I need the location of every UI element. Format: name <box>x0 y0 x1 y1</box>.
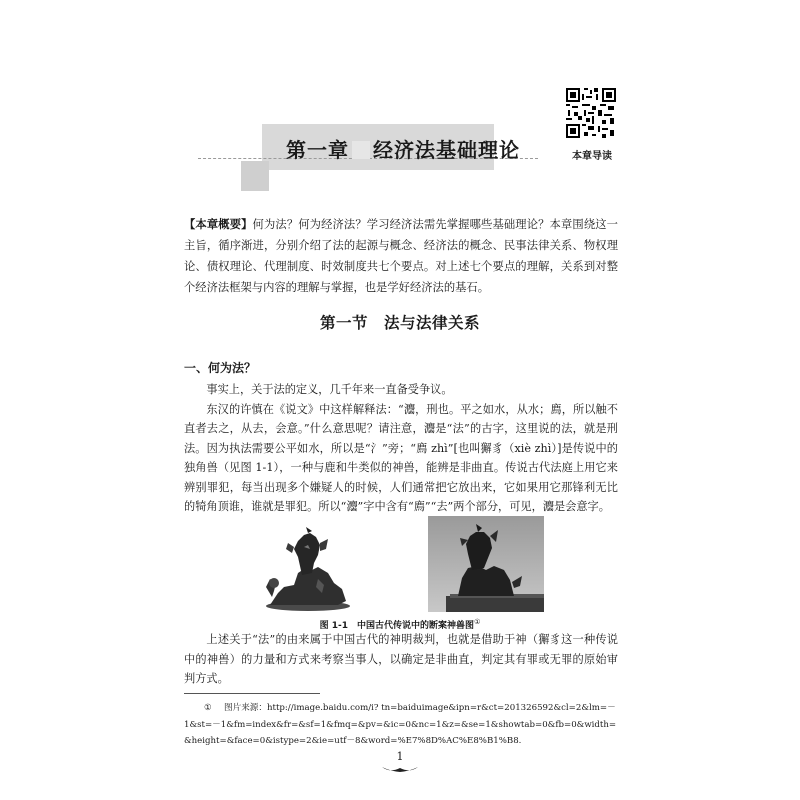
footnote-rule <box>184 693 320 694</box>
qr-code-label: 本章导读 <box>572 151 612 162</box>
summary-tag: 【本章概要】 <box>184 217 253 231</box>
paragraph: 事实上，关于法的定义，几千年来一直备受争议。 <box>206 383 453 396</box>
figure-caption-text: 图 1-1 中国古代传说中的断案神兽图 <box>319 621 475 631</box>
chapter-title-separator <box>352 141 370 159</box>
stone-xiezhi-statue-image <box>428 516 544 612</box>
chapter-title <box>286 134 520 163</box>
footnote-text: 图片来源：http://image.baidu.com/i? tn=baiduimage&ipn=r&ct=201326592&cl=2&lm=－1&st=－1&fm=index&fr=&sf=1&fmq=&pv=&ic=0&nc=1&z=&se=1&showtab=0&fb=0&width=&height=&face=0&istype=2&ie=utf－8&word=%E7%8D%AC%E8%B1%B8. <box>184 703 617 746</box>
body-text-after-figure <box>184 630 618 689</box>
chapter-summary <box>184 214 618 298</box>
paragraph: 上述关于“法”的由来属于中国古代的神明裁判，也就是借助于神（獬豸这一种传说中的神兽）的力量和方式来考察当事人，以确定是非曲直，判定其有罪或无罪的原始审判方式。 <box>184 633 618 685</box>
chapter-name: 经济法基础理论 <box>373 138 520 162</box>
paragraph: 东汉的许慎在《说文》中这样解释法：“灋，刑也。平之如水，从水；廌，所以触不直者去之，从去，会意。”什么意思呢？请注意，灋是“法”的古字，这里说的法，就是刑法。因为执法需要公平如水，所以是“氵”旁；“廌 zhì”[也叫獬豸（xiè zhì）]是传说中的独角兽（见图 1-1），一种与鹿和牛类似的神兽，能辨是非曲直。传说古代法庭上用它来辨别罪犯，每当出现多个嫌疑人的时候，人们通常把它放出来，它如果用它那锋利无比的犄角顶谁，谁就是罪犯。所以“灋”字中含有“廌”“去”两个部分，可见，灋是会意字。 <box>184 402 618 513</box>
sub-heading: 一、何为法？ <box>184 361 257 375</box>
page-number: 1 <box>396 750 404 763</box>
page-ornament-icon <box>380 764 420 774</box>
chapter-title-accent-block <box>241 161 269 191</box>
qr-code-image <box>566 88 616 138</box>
footnote <box>184 700 618 750</box>
summary-text: 何为法？何为经济法？学习经济法需先掌握哪些基础理论？本章围绕这一主旨，循序渐进，分别介绍了法的起源与概念、经济法的概念、民事法律关系、物权理论、债权理论、代理制度、时效制度共七个要点。对上述七个要点的理解，关系到对整个经济法框架与内容的理解与掌握，也是学好经济法的基石。 <box>184 218 618 294</box>
chapter-number: 第一章 <box>286 138 349 162</box>
section-title: 第一节 法与法律关系 <box>319 313 480 332</box>
body-text <box>184 380 618 517</box>
bronze-xiezhi-statue-image <box>258 527 353 612</box>
figure-caption-footnote-mark: ① <box>474 618 481 626</box>
footnote-mark: ① <box>204 703 212 713</box>
